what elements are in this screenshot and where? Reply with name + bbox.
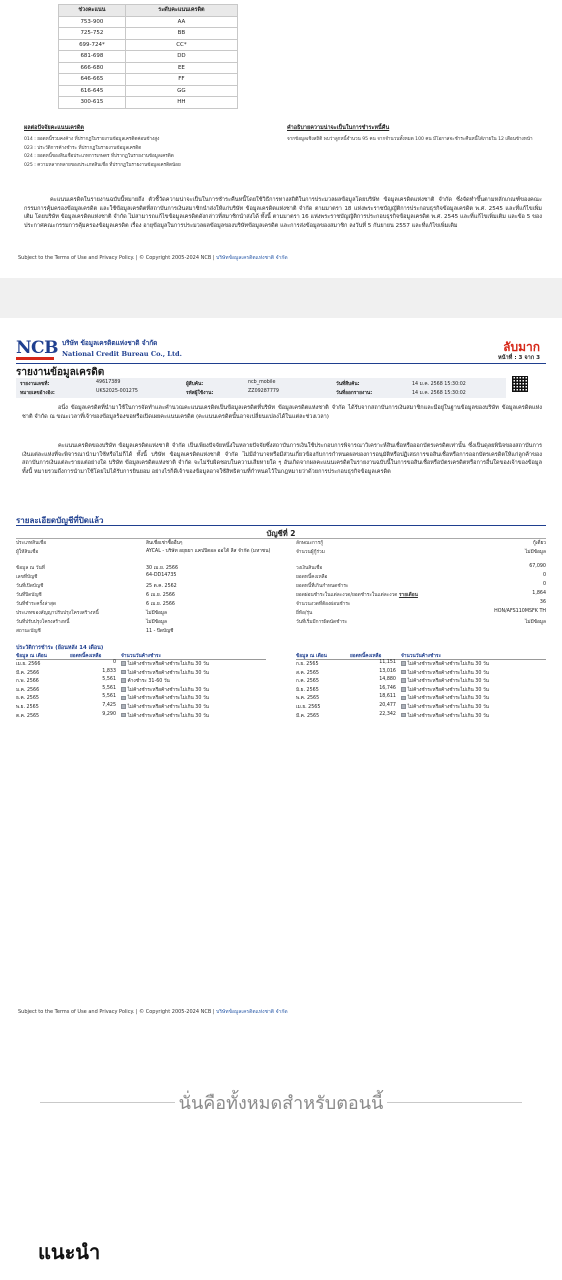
page-footer xyxy=(18,1008,288,1016)
history-status: ค้างชำระ 31-60 วัน xyxy=(127,679,170,685)
factor-item: 025 : ความหลากหลายของประเภทสินเชื่อ ที่ปรากฏในรายงานข้อมูลเครดิตน้อย xyxy=(24,162,181,168)
history-row xyxy=(296,669,546,678)
installment-count: 36 xyxy=(539,600,546,605)
status-square-icon xyxy=(401,713,406,718)
history-status: ไม่ค้างชำระหรือค้างชำระไม่เกิน 30 วัน xyxy=(407,662,489,667)
borrow-type: กู้เดี่ยว xyxy=(532,541,546,546)
table-row xyxy=(59,39,238,51)
history-row xyxy=(16,694,266,703)
history-month: ธ.ค. 2565 xyxy=(16,696,39,702)
field-label: ประเภทสินเชื่อ xyxy=(16,541,47,546)
history-col-status: จำนวนวันค้างชำระ xyxy=(401,654,442,659)
status-square-icon xyxy=(121,687,126,692)
field-label: สถานะบัญชี xyxy=(16,629,41,634)
history-month: พ.ย. 2565 xyxy=(16,704,39,710)
end-note xyxy=(0,1088,562,1117)
meaning-text: จากข้อมูลเชิงสถิติ พบว่าลูกหนี้จำนวน 95 คน จากจำนวนทั้งหมด 100 คน มีโอกาสจะชำระคืนหนี้ได้ภายใน 12 เดือนข้างหน้า xyxy=(287,137,533,142)
history-month: มิ.ย. 2565 xyxy=(296,687,319,693)
field-label: ยอดหนี้คงเหลือ xyxy=(296,575,328,580)
history-month: พ.ค. 2565 xyxy=(296,696,320,702)
table-row xyxy=(59,85,238,97)
table-row xyxy=(59,16,238,28)
history-balance: 20,477 xyxy=(379,702,396,708)
status-square-icon xyxy=(121,696,126,701)
field-label: วันที่ชำระครั้งล่าสุด xyxy=(16,602,57,607)
meta-label: วันที่สืบค้น: xyxy=(336,382,360,387)
meta-label: รายงานเลขที่: xyxy=(20,382,50,387)
logo-text: NCB xyxy=(16,338,58,358)
status-square-icon xyxy=(401,696,406,701)
installment-amount: 1,864 xyxy=(532,591,546,596)
field-label: จำนวนผู้กู้ร่วม xyxy=(296,550,325,555)
status-square-icon xyxy=(121,713,126,718)
history-month: ม.ค. 2566 xyxy=(16,687,40,693)
field-label: ยอดหนี้ที่เกินกำหนดชำระ xyxy=(296,584,349,589)
history-month: ก.ค. 2565 xyxy=(296,679,319,685)
table-row xyxy=(59,51,238,63)
outstanding-balance: 0 xyxy=(542,573,546,578)
history-row xyxy=(296,703,546,712)
installment-period: รายเดือน xyxy=(398,593,418,598)
status-square-icon xyxy=(401,687,406,692)
table-cell: FF xyxy=(125,74,237,86)
history-row xyxy=(296,712,546,721)
factors-title: ผลต่อปัจจัยคะแนนเครดิต xyxy=(24,125,84,131)
history-row xyxy=(16,660,266,669)
footer-link[interactable]: บริษัทข้อมูลเครดิตแห่งชาติ จำกัด xyxy=(216,255,288,261)
meta-label: รหัสผู้ใช้งาน: xyxy=(186,391,214,396)
account-right-fields xyxy=(296,539,546,627)
report-meta xyxy=(16,378,506,398)
field-label: ข้อมูล ณ วันที่ xyxy=(16,566,45,571)
field-label: วันที่เปิดบัญชี xyxy=(16,584,44,589)
history-row xyxy=(16,703,266,712)
reference-number: UKS2025-001275 xyxy=(96,389,138,394)
status-square-icon xyxy=(401,661,406,666)
loan-type: สินเชื่อเช่าซื้ออื่นๆ xyxy=(146,541,183,546)
history-row xyxy=(16,677,266,686)
history-balance: 11,151 xyxy=(379,660,396,665)
footer-link[interactable]: บริษัทข้อมูลเครดิตแห่งชาติ จำกัด xyxy=(216,1009,288,1015)
field-label: ลักษณะการกู้ xyxy=(296,541,324,546)
status-square-icon xyxy=(401,670,406,675)
field-label: ยอดผ่อนชำระในแต่ละงวด/ยอดชำระในแต่ละงวด xyxy=(296,593,398,598)
table-row xyxy=(59,62,238,74)
disclaimer-paragraph-2: คะแนนเครดิตของบริษัท ข้อมูลเครดิตแห่งชาติ จำกัด เป็นเพียงปัจจัยหนึ่งในหลายปัจจัยซึ่งสถาบันการเงินใช้ประกอบการพิจารณาวิเคราะห์สินเชื่อหรือออกบัตรเครดิตเท่านั้น ซึ่งเป็นดุลยพินิจของสถาบันการเงินแต่ละแห่งที่จะพิจารณานำมาใช้หรือไม่ก็ได้ ทั้งนี้ บริษัท ข้อมูลเครดิตแห่งชาติ จำกัด ไม่มีอำนาจหรือมีส่วนเกี่ยวข้องกับการกำหนดผลของการอนุมัติหรือปฏิเสธการขอสินเชื่อหรือการออกบัตรเครดิตให้แก่ลูกค้าของสถาบันการเงินแต่ละรายแต่อย่างใด บริษัท ข้อมูลเครดิตแห่งชาติ จำกัด จะไม่รับผิดชอบในความเสียหายใด ๆ อันเกิดจากผลคะแนนเครดิตในรายงานฉบับนี้ในการขอสินเชื่อหรือบัตรเครดิตหรือการอื่นใดของเจ้าของข้อมูล ทั้งนี้ หมายรวมถึงการนำมาใช้โดยไม่ได้รับการยินยอม อย่างไรก็ดีเจ้าของข้อมูลอาจใช้สิทธิตามที่กำหนดไว้ในกฎหมายว่าด้วยการประกอบธุรกิจข้อมูลเครดิต xyxy=(22,443,542,475)
history-col-month: ข้อมูล ณ เดือน xyxy=(16,654,47,659)
history-col-balance: ยอดหนี้คงเหลือ xyxy=(350,654,382,659)
history-status: ไม่ค้างชำระหรือค้างชำระไม่เกิน 30 วัน xyxy=(127,662,209,667)
table-cell: EE xyxy=(125,62,237,74)
table-cell: HH xyxy=(125,97,237,109)
company-name-th: บริษัท ข้อมูลเครดิตแห่งชาติ จำกัด xyxy=(62,339,158,347)
report-number: 49617389 xyxy=(96,380,121,385)
account-title: บัญชีที่ 2 xyxy=(266,529,296,538)
history-month: มี.ค. 2565 xyxy=(296,713,320,719)
restructure-type: ไม่มีข้อมูล xyxy=(146,611,167,616)
account-left-fields xyxy=(16,539,286,636)
status-square-icon xyxy=(121,678,126,683)
status-square-icon xyxy=(401,678,406,683)
history-status: ไม่ค้างชำระหรือค้างชำระไม่เกิน 30 วัน xyxy=(407,704,489,710)
table-row xyxy=(59,74,238,86)
status-square-icon xyxy=(121,704,126,709)
history-month: ต.ค. 2565 xyxy=(16,713,40,719)
report-title: รายงานข้อมูลเครดิต xyxy=(16,367,105,378)
factor-item: 014 : ยอดหนี้รวมคงค้าง ที่ปรากฏในรายงานข้อมูลเครดิตค่อนข้างสูง xyxy=(24,137,160,142)
table-cell: 646-665 xyxy=(59,74,126,86)
history-title: ประวัติการชำระ (ย้อนหลัง 14 เดือน) xyxy=(16,645,104,651)
history-balance: 1,833 xyxy=(102,668,116,674)
history-balance: 5,561 xyxy=(102,685,116,691)
field-label: ผู้ให้สินเชื่อ xyxy=(16,550,39,555)
history-balance: 22,342 xyxy=(379,711,396,717)
history-header xyxy=(16,652,266,660)
history-balance: 16,746 xyxy=(379,685,396,691)
factors-list xyxy=(24,136,284,170)
history-row xyxy=(296,660,546,669)
company-name-en: National Credit Bureau Co., Ltd. xyxy=(62,350,182,358)
last-payment-date: 6 เม.ย. 2566 xyxy=(146,602,175,607)
history-balance: 13,016 xyxy=(379,668,396,674)
section-divider xyxy=(16,525,546,526)
history-header xyxy=(296,652,546,660)
field-label: ประเภทของสัญญาปรับปรุงโครงสร้างหนี้ xyxy=(16,611,99,616)
page-gap xyxy=(0,278,562,318)
history-row xyxy=(296,686,546,695)
field-label: ยี่ห้อ/รุ่น xyxy=(296,611,313,616)
history-row xyxy=(16,712,266,721)
ncb-logo xyxy=(16,338,58,360)
field-label: วันที่เริ่มมีการผิดนัดชำระ xyxy=(296,620,348,625)
data-as-of: 30 เม.ย. 2566 xyxy=(146,566,179,571)
status-square-icon xyxy=(121,661,126,666)
end-note-text: นั่นคือทั้งหมดสำหรับตอนนี้ xyxy=(175,1093,388,1114)
report-page-2 xyxy=(0,318,562,1036)
section-title: รายละเอียดบัญชีที่ปิดแล้ว xyxy=(16,516,104,525)
history-balance: 5,561 xyxy=(102,694,116,700)
co-borrowers: ไม่มีข้อมูล xyxy=(525,550,546,555)
history-month: เม.ย. 2565 xyxy=(296,704,321,710)
qr-code-icon xyxy=(512,376,528,392)
restructure-date: ไม่มีข้อมูล xyxy=(146,620,167,625)
overdue-amount: 0 xyxy=(542,582,546,587)
table-cell: CC* xyxy=(125,39,237,51)
field-label: เลขที่บัญชี xyxy=(16,575,38,580)
table-cell: 699-724* xyxy=(59,39,126,51)
table-cell: 300-615 xyxy=(59,97,126,109)
footer-text: Subject to the Terms of Use and Privacy Policy. | © Copyright 2005-2024 NCB | xyxy=(18,1009,215,1015)
account-status: 11 - ปิดบัญชี xyxy=(146,629,174,634)
default-start-date: ไม่มีข้อมูล xyxy=(525,620,546,625)
status-square-icon xyxy=(401,704,406,709)
credit-limit: 67,090 xyxy=(529,564,546,569)
history-balance: 14,880 xyxy=(379,677,396,683)
history-status: ไม่ค้างชำระหรือค้างชำระไม่เกิน 30 วัน xyxy=(127,696,209,702)
status-square-icon xyxy=(121,670,126,675)
meta-label: หมายเลขอ้างอิง: xyxy=(20,391,55,396)
issue-date: 14 ม.ค. 2568 15:30:02 xyxy=(412,391,466,396)
field-label: จำนวนงวดที่ต้องผ่อนชำระ xyxy=(296,602,351,607)
account-number: 64-DD14735 xyxy=(146,573,177,578)
history-col-month: ข้อมูล ณ เดือน xyxy=(296,654,327,659)
history-status: ไม่ค้างชำระหรือค้างชำระไม่เกิน 30 วัน xyxy=(407,696,489,702)
score-range-table xyxy=(58,4,238,109)
page-number: หน้าที่ : 3 จาก 3 xyxy=(498,355,540,361)
history-month: มี.ค. 2566 xyxy=(16,670,40,676)
lender: AYCAL - บริษัท อยุธยา แคปปิตอล ออโต้ ลีส จำกัด (มหาชน) xyxy=(146,549,271,554)
history-balance: 5,561 xyxy=(102,677,116,683)
score-paragraph: คะแนนเครดิตในรายงานฉบับนี้หมายถึง ตัวชี้วัดความน่าจะเป็นในการชำระคืนหนี้โดยใช้วิธีการทางสถิติในการประมวลผลข้อมูลโดยบริษัท ข้อมูลเครดิตแห่งชาติ จำกัด ซึ่งจัดทำขึ้นตามหลักเกณฑ์ของคณะกรรมการคุ้มครองข้อมูลเครดิต และใช้ข้อมูลเครดิตที่สถาบันการเงินสมาชิกนำส่งให้แก่บริษัท ข้อมูลเครดิตแห่งชาติ จำกัด ตามมาตรา 18 แห่งพระราชบัญญัติการประกอบธุรกิจข้อมูลเครดิต พ.ศ. 2545 และที่แก้ไขเพิ่มเติม โดยบริษัท ข้อมูลเครดิตแห่งชาติ จำกัด ไม่สามารถแก้ไขข้อมูลเครดิตดังกล่าวที่สมาชิกนำส่งได้ ทั้งนี้ ตามมาตรา 16 แห่งพระราชบัญญัติการประกอบธุรกิจข้อมูลเครดิต พ.ศ. 2545 และที่แก้ไขเพิ่มเติม และข้อ 5 ของประกาศคณะกรรมการคุ้มครองข้อมูลเครดิต เรื่อง อายุข้อมูลในการประมวลผลข้อมูลของบริษัทข้อมูลเครดิต และการส่งข้อมูลของสมาชิก ลงวันที่ 5 กันยายน 2557 และที่แก้ไขเพิ่มเติม xyxy=(24,197,542,229)
confidential-label: ลับมาก xyxy=(503,340,540,354)
user-id: ZZ09287779 xyxy=(248,389,279,394)
history-col-balance: ยอดหนี้คงเหลือ xyxy=(70,654,102,659)
history-status: ไม่ค้างชำระหรือค้างชำระไม่เกิน 30 วัน xyxy=(407,713,489,719)
history-row xyxy=(16,686,266,695)
brand-model: HON/AFS110MSFK TH xyxy=(494,609,546,614)
history-month: ส.ค. 2565 xyxy=(296,670,319,676)
table-row xyxy=(59,28,238,40)
table-header-grade: ระดับคะแนนเครดิต xyxy=(125,5,237,17)
searcher: ncb_mobile xyxy=(248,380,276,385)
history-status: ไม่ค้างชำระหรือค้างชำระไม่เกิน 30 วัน xyxy=(127,713,209,719)
meta-label: วันที่ออกรายงาน: xyxy=(336,391,373,396)
table-cell: AA xyxy=(125,16,237,28)
table-header-range: ช่วงคะแนน xyxy=(59,5,126,17)
table-cell: 753-900 xyxy=(59,16,126,28)
meaning-title: คำอธิบายความน่าจะเป็นในการชำระหนี้คืน xyxy=(287,125,390,131)
history-balance: 9,290 xyxy=(102,711,116,717)
history-col-status: จำนวนวันค้างชำระ xyxy=(121,654,162,659)
history-month: เม.ย. 2566 xyxy=(16,662,41,667)
history-left xyxy=(16,652,266,720)
close-date: 6 เม.ย. 2566 xyxy=(146,593,175,598)
history-status: ไม่ค้างชำระหรือค้างชำระไม่เกิน 30 วัน xyxy=(407,670,489,676)
history-status: ไม่ค้างชำระหรือค้างชำระไม่เกิน 30 วัน xyxy=(127,670,209,676)
footer-text: Subject to the Terms of Use and Privacy Policy. | © Copyright 2005-2024 NCB | xyxy=(18,255,215,261)
field-label: วันที่ปิดบัญชี xyxy=(16,593,42,598)
history-row xyxy=(16,669,266,678)
table-cell: 725-752 xyxy=(59,28,126,40)
table-cell: DD xyxy=(125,51,237,63)
table-cell: GG xyxy=(125,85,237,97)
history-status: ไม่ค้างชำระหรือค้างชำระไม่เกิน 30 วัน xyxy=(127,687,209,693)
meta-label: ผู้สืบค้น: xyxy=(186,382,204,387)
table-cell: 666-680 xyxy=(59,62,126,74)
company-name xyxy=(62,338,182,358)
table-cell: 681-698 xyxy=(59,51,126,63)
recommend-heading: แนะนำ xyxy=(38,1240,101,1264)
history-row xyxy=(296,694,546,703)
history-balance: 7,425 xyxy=(102,702,116,708)
factor-item: 024 : ยอดหนี้ของสินเชื่อประเภทการเกษตร ที่ปรากฏในรายงานข้อมูลเครดิต xyxy=(24,154,174,160)
table-cell: 616-645 xyxy=(59,85,126,97)
history-month: ก.ย. 2565 xyxy=(296,662,319,667)
factor-item: 023 : ประวัติการค้างชำระ ที่ปรากฏในรายงานข้อมูลเครดิต xyxy=(24,145,142,151)
history-status: ไม่ค้างชำระหรือค้างชำระไม่เกิน 30 วัน xyxy=(127,704,209,710)
field-label: วงเงินสินเชื่อ xyxy=(296,566,323,571)
table-row xyxy=(59,97,238,109)
history-balance: 0 xyxy=(112,660,116,665)
search-date: 14 ม.ค. 2568 15:30:02 xyxy=(412,382,466,387)
history-right xyxy=(296,652,546,720)
header-divider xyxy=(16,363,546,364)
history-status: ไม่ค้างชำระหรือค้างชำระไม่เกิน 30 วัน xyxy=(407,687,489,693)
page-footer xyxy=(18,254,288,262)
field-label: วันที่ปรับปรุงโครงสร้างหนี้ xyxy=(16,620,70,625)
history-month: ก.พ. 2566 xyxy=(16,679,39,685)
history-status: ไม่ค้างชำระหรือค้างชำระไม่เกิน 30 วัน xyxy=(407,679,489,685)
report-page-1 xyxy=(0,0,562,276)
open-date: 25 ต.ค. 2562 xyxy=(146,584,177,589)
disclaimer-paragraph-1: อนึ่ง ข้อมูลเครดิตที่นำมาใช้ในการจัดทำและคำนวณคะแนนเครดิตเป็นข้อมูลเครดิตที่บริษัท ข้อมูลเครดิตแห่งชาติ จำกัด ได้รับจากสถาบันการเงินสมาชิกและมีอยู่ในฐานข้อมูลของบริษัท ข้อมูลเครดิตแห่งชาติ จำกัด ณ ขณะเวลาที่เจ้าของข้อมูลร้องขอหรือเปิดเผยคะแนนเครดิต (คะแนนเครดิตนั้นอาจเปลี่ยนแปลงได้ในแต่ละช่วงเวลา) xyxy=(22,405,542,420)
history-row xyxy=(296,677,546,686)
table-cell: BB xyxy=(125,28,237,40)
history-balance: 18,611 xyxy=(379,694,396,700)
